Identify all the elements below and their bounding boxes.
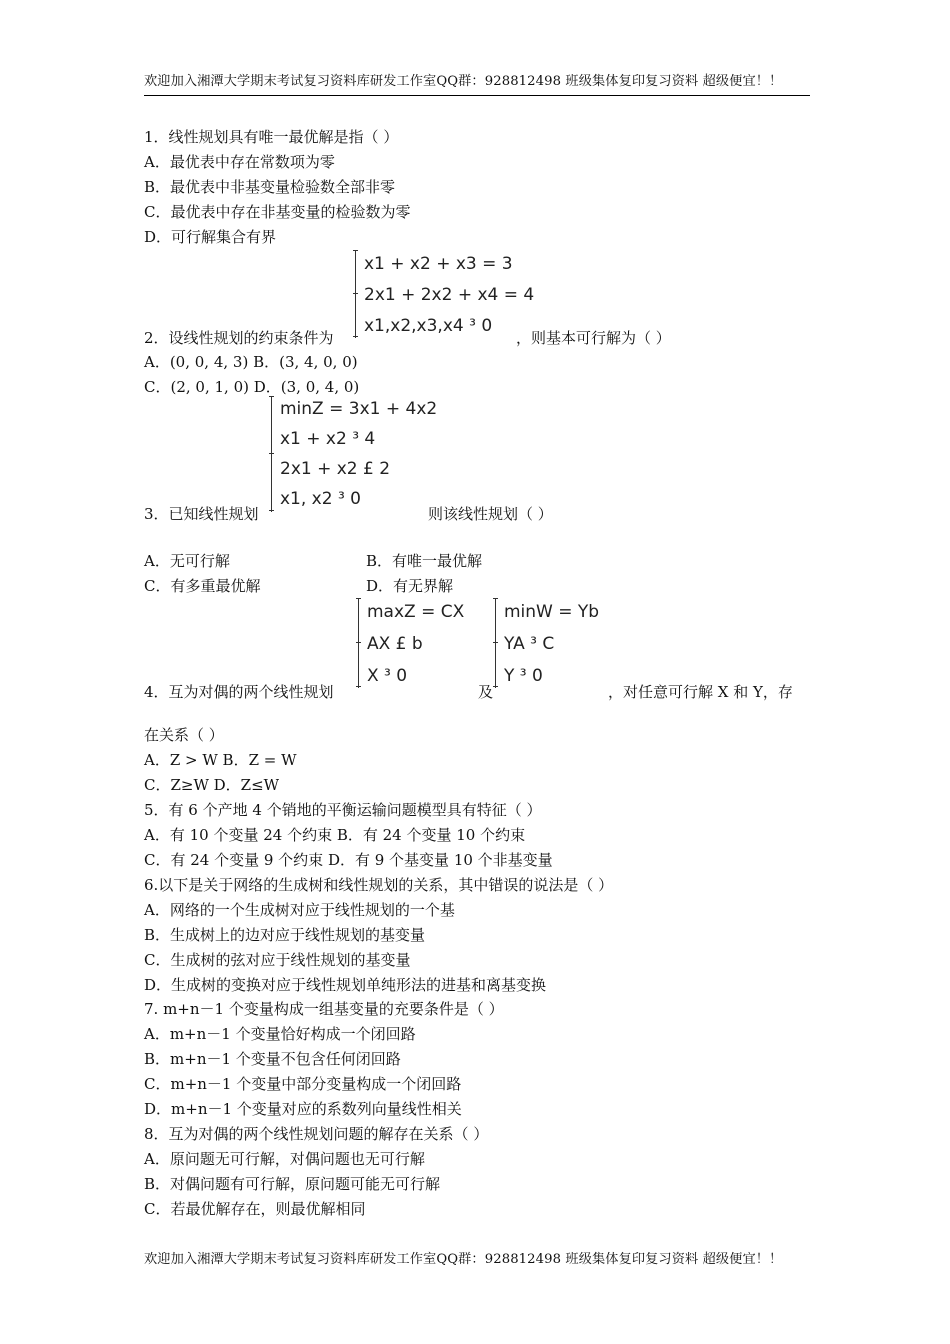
q7-option-b: B．m+n－1 个变量不包含任何闭回路 — [144, 1050, 401, 1068]
q1-option-a: A．最优表中存在常数项为零 — [144, 153, 335, 171]
q5-stem: 5．有 6 个产地 4 个销地的平衡运输问题模型具有特征（ ） — [144, 801, 542, 819]
q4-stem-mid: 及 — [478, 683, 494, 701]
q4-primal-row-1: maxZ = CX — [367, 602, 465, 622]
q1-option-c: C．最优表中存在非基变量的检验数为零 — [144, 203, 411, 221]
q4-options-ab: A．Z > W B．Z = W — [144, 751, 297, 769]
q2-sys-row-1: x1 + x2 + x3 = 3 — [364, 254, 513, 274]
q3-stem-left: 3．已知线性规划 — [144, 505, 259, 523]
q3-option-c: C．有多重最优解 — [144, 577, 261, 595]
q3-stem-right: 则该线性规划（ ） — [428, 505, 553, 523]
q1-option-b: B．最优表中非基变量检验数全部非零 — [144, 178, 396, 196]
q4-primal-system — [357, 598, 477, 688]
q3-option-b: B．有唯一最优解 — [366, 552, 483, 570]
q4-options-cd: C．Z≥W D．Z≤W — [144, 776, 280, 794]
page-header: 欢迎加入湘潭大学期末考试复习资料库研发工作室QQ群：928812498 班级集体复印复习资料 超级便宜！！ — [144, 70, 810, 96]
q4-dual-row-2: YA ³ C — [504, 634, 555, 654]
q6-stem: 6.以下是关于网络的生成树和线性规划的关系，其中错误的说法是（ ） — [144, 876, 614, 894]
q4-dual-row-1: minW = Yb — [504, 602, 600, 622]
q6-option-c: C．生成树的弦对应于线性规划的基变量 — [144, 951, 411, 969]
q4-stem-right: ，对任意可行解 X 和 Y，存 — [608, 683, 793, 701]
q7-option-d: D．m+n－1 个变量对应的系数列向量线性相关 — [144, 1100, 462, 1118]
q5-options-cd: C．有 24 个变量 9 个约束 D．有 9 个基变量 10 个非基变量 — [144, 851, 553, 869]
q2-constraint-system — [354, 250, 534, 338]
q2-options-ab: A．(0, 0, 4, 3) B．(3, 4, 0, 0) — [144, 353, 358, 371]
q2-stem-left: 2．设线性规划的约束条件为 — [144, 329, 334, 347]
q3-lp-system — [270, 396, 440, 512]
q2-sys-row-3: x1,x2,x3,x4 ³ 0 — [364, 316, 493, 336]
q7-option-c: C．m+n－1 个变量中部分变量构成一个闭回路 — [144, 1075, 462, 1093]
q3-sys-row-4: x1, x2 ³ 0 — [280, 489, 361, 509]
q4-stem-cont: 在关系（ ） — [144, 726, 224, 744]
q1-stem: 1．线性规划具有唯一最优解是指（ ） — [144, 128, 399, 146]
q8-option-c: C．若最优解存在，则最优解相同 — [144, 1200, 366, 1218]
q3-sys-row-1: minZ = 3x1 + 4x2 — [280, 399, 438, 419]
q4-stem-left: 4．互为对偶的两个线性规划 — [144, 683, 334, 701]
q3-option-a: A．无可行解 — [144, 552, 230, 570]
q2-stem-right: ，则基本可行解为（ ） — [516, 329, 671, 347]
q3-sys-row-3: 2x1 + x2 £ 2 — [280, 459, 391, 479]
q4-dual-system — [494, 598, 614, 688]
q2-sys-row-2: 2x1 + 2x2 + x4 = 4 — [364, 285, 535, 305]
q4-primal-row-2: AX £ b — [367, 634, 423, 654]
q6-option-d: D．生成树的变换对应于线性规划单纯形法的进基和离基变换 — [144, 976, 547, 994]
q7-option-a: A．m+n－1 个变量恰好构成一个闭回路 — [144, 1025, 416, 1043]
q5-options-ab: A．有 10 个变量 24 个约束 B．有 24 个变量 10 个约束 — [144, 826, 526, 844]
q8-stem: 8．互为对偶的两个线性规划问题的解存在关系（ ） — [144, 1125, 489, 1143]
page-footer: 欢迎加入湘潭大学期末考试复习资料库研发工作室QQ群：928812498 班级集体复印复习资料 超级便宜！！ — [144, 1252, 783, 1267]
q4-dual-row-3: Y ³ 0 — [504, 666, 543, 686]
q6-option-b: B．生成树上的边对应于线性规划的基变量 — [144, 926, 426, 944]
q6-option-a: A．网络的一个生成树对应于线性规划的一个基 — [144, 901, 455, 919]
q3-option-d: D．有无界解 — [366, 577, 454, 595]
q7-stem: 7. m+n－1 个变量构成一组基变量的充要条件是（ ） — [144, 1000, 504, 1018]
q8-option-b: B．对偶问题有可行解，原问题可能无可行解 — [144, 1175, 441, 1193]
q4-primal-row-3: X ³ 0 — [367, 666, 408, 686]
q1-option-d: D．可行解集合有界 — [144, 228, 277, 246]
q3-sys-row-2: x1 + x2 ³ 4 — [280, 429, 376, 449]
q8-option-a: A．原问题无可行解，对偶问题也无可行解 — [144, 1150, 425, 1168]
q2-options-cd: C．(2, 0, 1, 0) D．(3, 0, 4, 0) — [144, 378, 360, 396]
